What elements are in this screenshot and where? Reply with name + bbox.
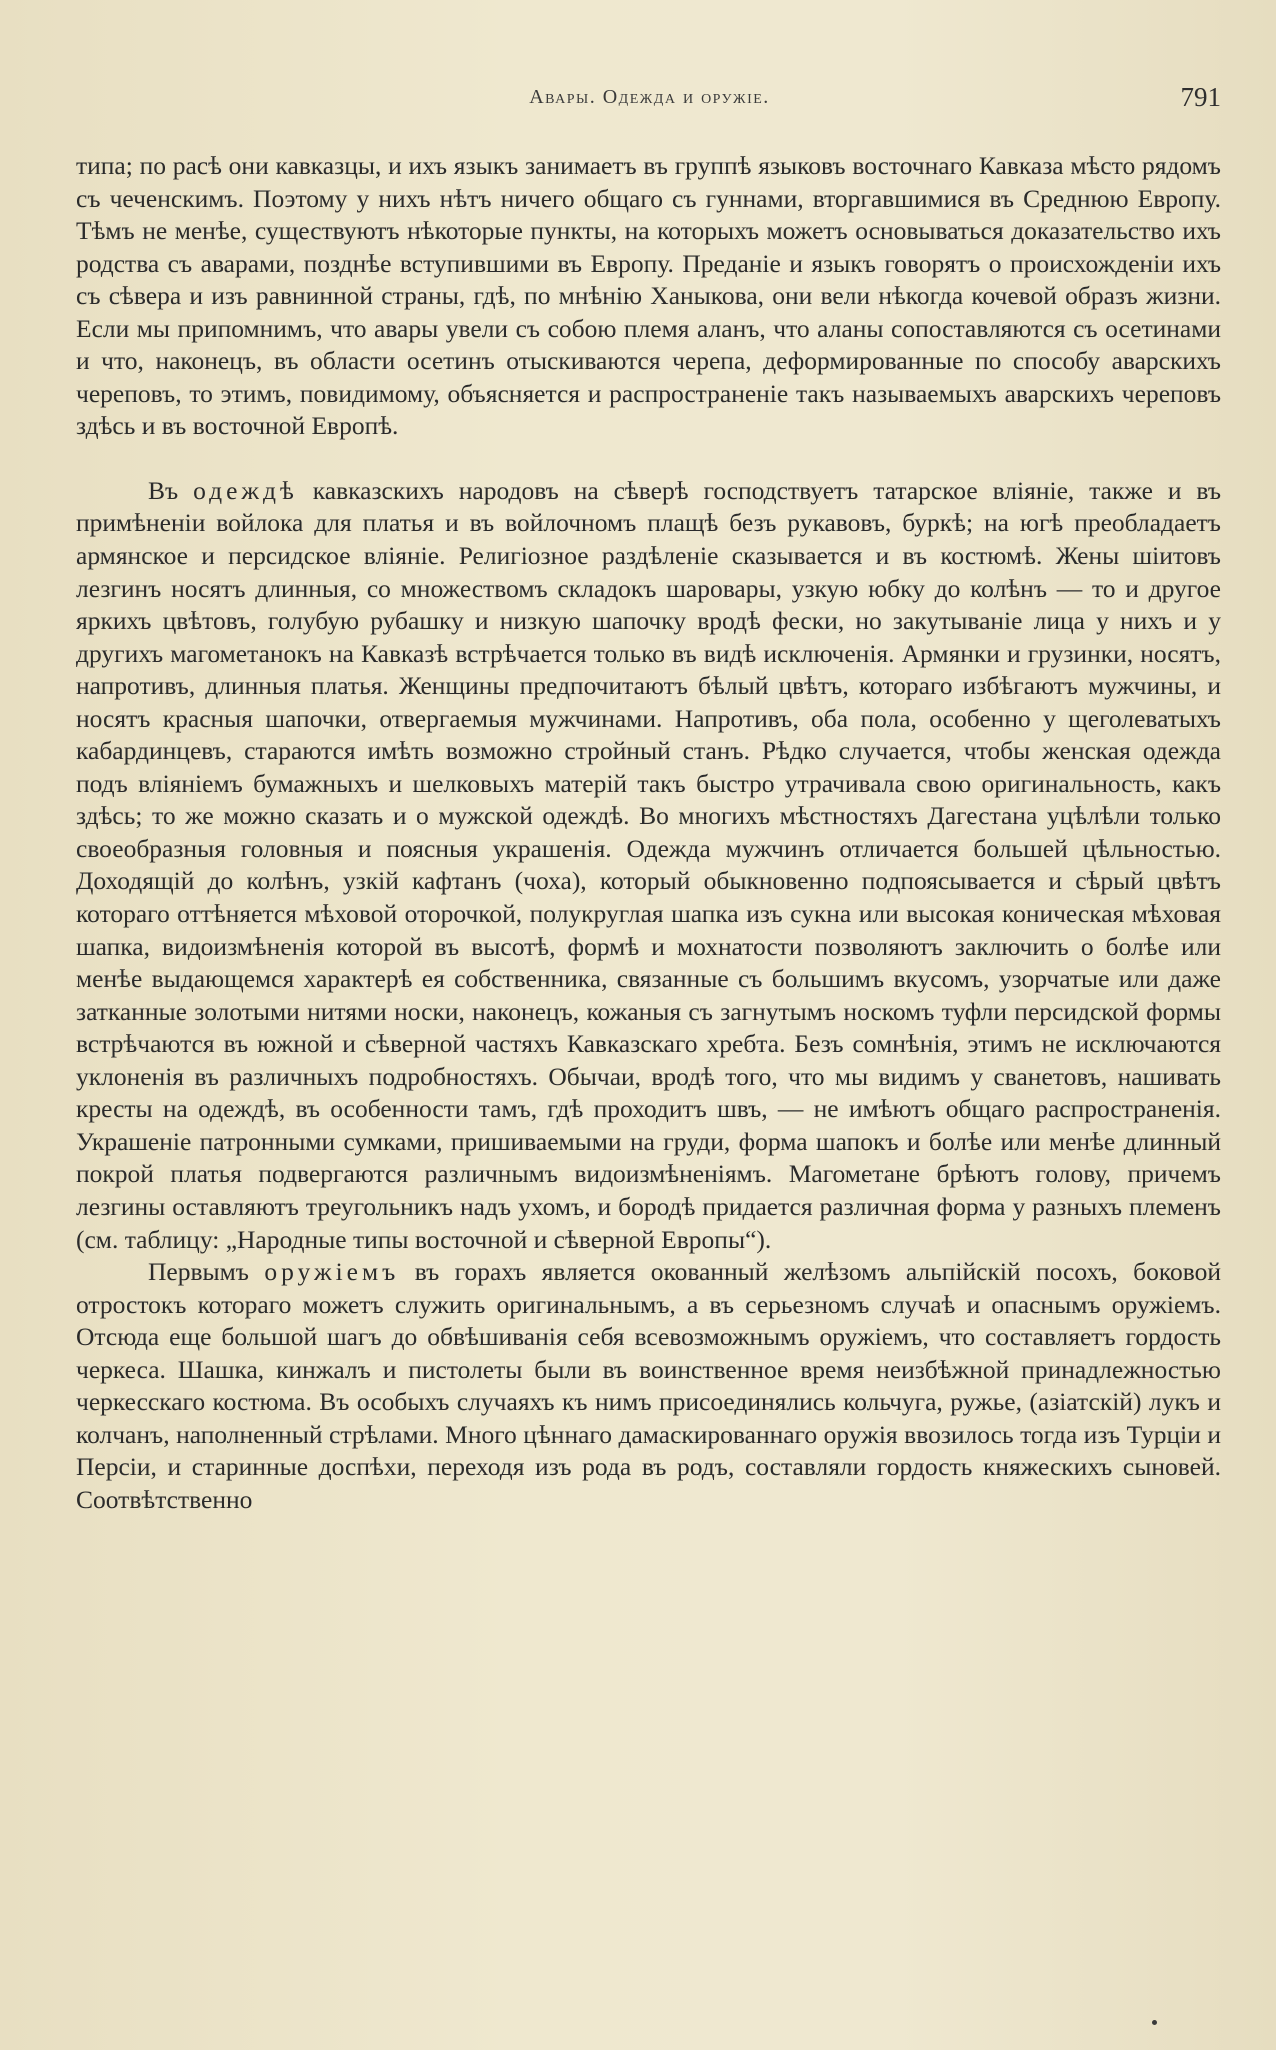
paragraph-weapons-lead: Первымъ [148,1257,249,1287]
paragraph-weapons-keyword: оружіемъ [264,1257,400,1287]
body-text [76,150,1221,1516]
paragraph-clothing-text: кавказскихъ народовъ на сѣверѣ господствуетъ татарское вліяніе, также и въ примѣненіи войлока для платья и въ войлочномъ плащѣ безъ рукавовъ, буркѣ; на югѣ преобладаетъ армянское и персидское вліяніе. Религіозное раздѣленіе сказывается и въ костюмѣ. Жены шіитовъ лезгинъ носятъ длинныя, со множествомъ складокъ шаровары, узкую юбку до колѣнъ — то и другое яркихъ цвѣтовъ, голубую рубашку и низкую шапочку вродѣ фески, но закутываніе лица у нихъ и у другихъ магометанокъ на Кавказѣ встрѣчается только въ видѣ исключенія. Армянки и грузинки, носятъ, напротивъ, длинныя платья. Женщины предпочитаютъ бѣлый цвѣтъ, котораго избѣгаютъ мужчины, и носятъ красныя шапочки, отвергаемыя мужчинами. Напротивъ, оба пола, особенно у щеголеватыхъ кабардинцевъ, стараются имѣть возможно стройный станъ. Рѣдко случается, чтобы женская одежда подъ вліяніемъ бумажныхъ и шелковыхъ матерій такъ быстро утрачивала свою оригинальность, какъ здѣсь; то же можно сказать и о мужской одеждѣ. Во многихъ мѣстностяхъ Дагестана уцѣлѣли только своеобразныя головныя и поясныя украшенія. Одежда мужчинъ отличается большей цѣльностью. Доходящій до колѣнъ, узкій кафтанъ (чоха), который обыкновенно подпоясывается и сѣрый цвѣтъ котораго оттѣняется мѣховой оторочкой, полукруглая шапка изъ сукна или высокая коническая мѣховая шапка, видоизмѣненія которой въ высотѣ, формѣ и мохнатости позволяютъ заключить о болѣе или менѣе выдающемся характерѣ ея собственника, связанные съ большимъ вкусомъ, узорчатые или даже затканные золотыми нитями носки, наконецъ, кожаныя съ загнутымъ носкомъ туфли персидской формы встрѣчаются въ южной и сѣверной частяхъ Кавказскаго хребта. Безъ сомнѣнія, этимъ не исключаются уклоненія въ различныхъ подробностяхъ. Обычаи, вродѣ того, что мы видимъ у сванетовъ, нашивать кресты на одеждѣ, въ особенности тамъ, гдѣ проходитъ швъ, — не имѣютъ общаго распространенія. Украшеніе патронными сумками, пришиваемыми на груди, форма шапокъ и болѣе или менѣе длинный покрой платья подвергаются различнымъ видоизмѣненіямъ. Магометане брѣютъ голову, причемъ лезгины оставляютъ треугольникъ надъ ухомъ, и бородѣ придается различная форма у разныхъ племенъ (см. таблицу: „Народные типы восточной и сѣверной Европы“). [76,475,1222,1254]
print-speck [1152,2020,1157,2025]
running-title: Авары. Одежда и оружіе. [529,86,770,108]
paragraph-clothing-lead: Въ [148,475,179,505]
paragraph-clothing-keyword: одеждѣ [193,475,298,505]
paragraph-weapons-text: въ горахъ является окованный желѣзомъ альпійскій посохъ, боковой отростокъ котораго можетъ служить оригинальнымъ, а въ серьезномъ случаѣ и опаснымъ оружіемъ. Отсюда еще большой шагъ до обвѣшиванія себя всевозможнымъ оружіемъ, что составляетъ гордость черкеса. Шашка, кинжалъ и пистолеты были въ воинственное время неизбѣжной принадлежностью черкесскаго костюма. Въ особыхъ случаяхъ къ нимъ присоединялись кольчуга, ружье, (азіатскій) лукъ и колчанъ, наполненный стрѣлами. Много цѣннаго дамаскированнаго оружія ввозилось тогда изъ Турціи и Персіи, и старинные доспѣхи, переходя изъ рода въ родъ, составляли гордость княжескихъ сыновей. Соотвѣтственно [76,1257,1222,1514]
page-header [78,82,1221,120]
page-number: 791 [1180,82,1221,112]
paragraph-origins: типа; по расѣ они кавказцы, и ихъ языкъ занимаетъ въ группѣ языковъ восточнаго Кавказа мѣсто рядомъ съ чеченскимъ. Поэтому у нихъ нѣтъ ничего общаго съ гуннами, вторгавшимися въ Среднюю Европу. Тѣмъ не менѣе, существуютъ нѣкоторые пункты, на которыхъ можетъ основываться доказательство ихъ родства съ аварами, позднѣе вступившими въ Европу. Преданіе и языкъ говорятъ о происхожденіи ихъ съ сѣвера и изъ равнинной страны, гдѣ, по мнѣнію Ханыкова, они вели нѣкогда кочевой образъ жизни. Если мы припомнимъ, что авары увели съ собою племя аланъ, что аланы сопоставляются съ осетинами и что, наконецъ, въ области осетинъ отыскиваются черепа, деформированные по способу аварскихъ череповъ, то этимъ, повидимому, объясняется и распространеніе такъ называемыхъ аварскихъ череповъ здѣсь и въ восточной Европѣ. [76,151,1221,441]
paragraph-clothing [76,475,1221,1256]
paragraph-weapons [76,1256,1221,1516]
